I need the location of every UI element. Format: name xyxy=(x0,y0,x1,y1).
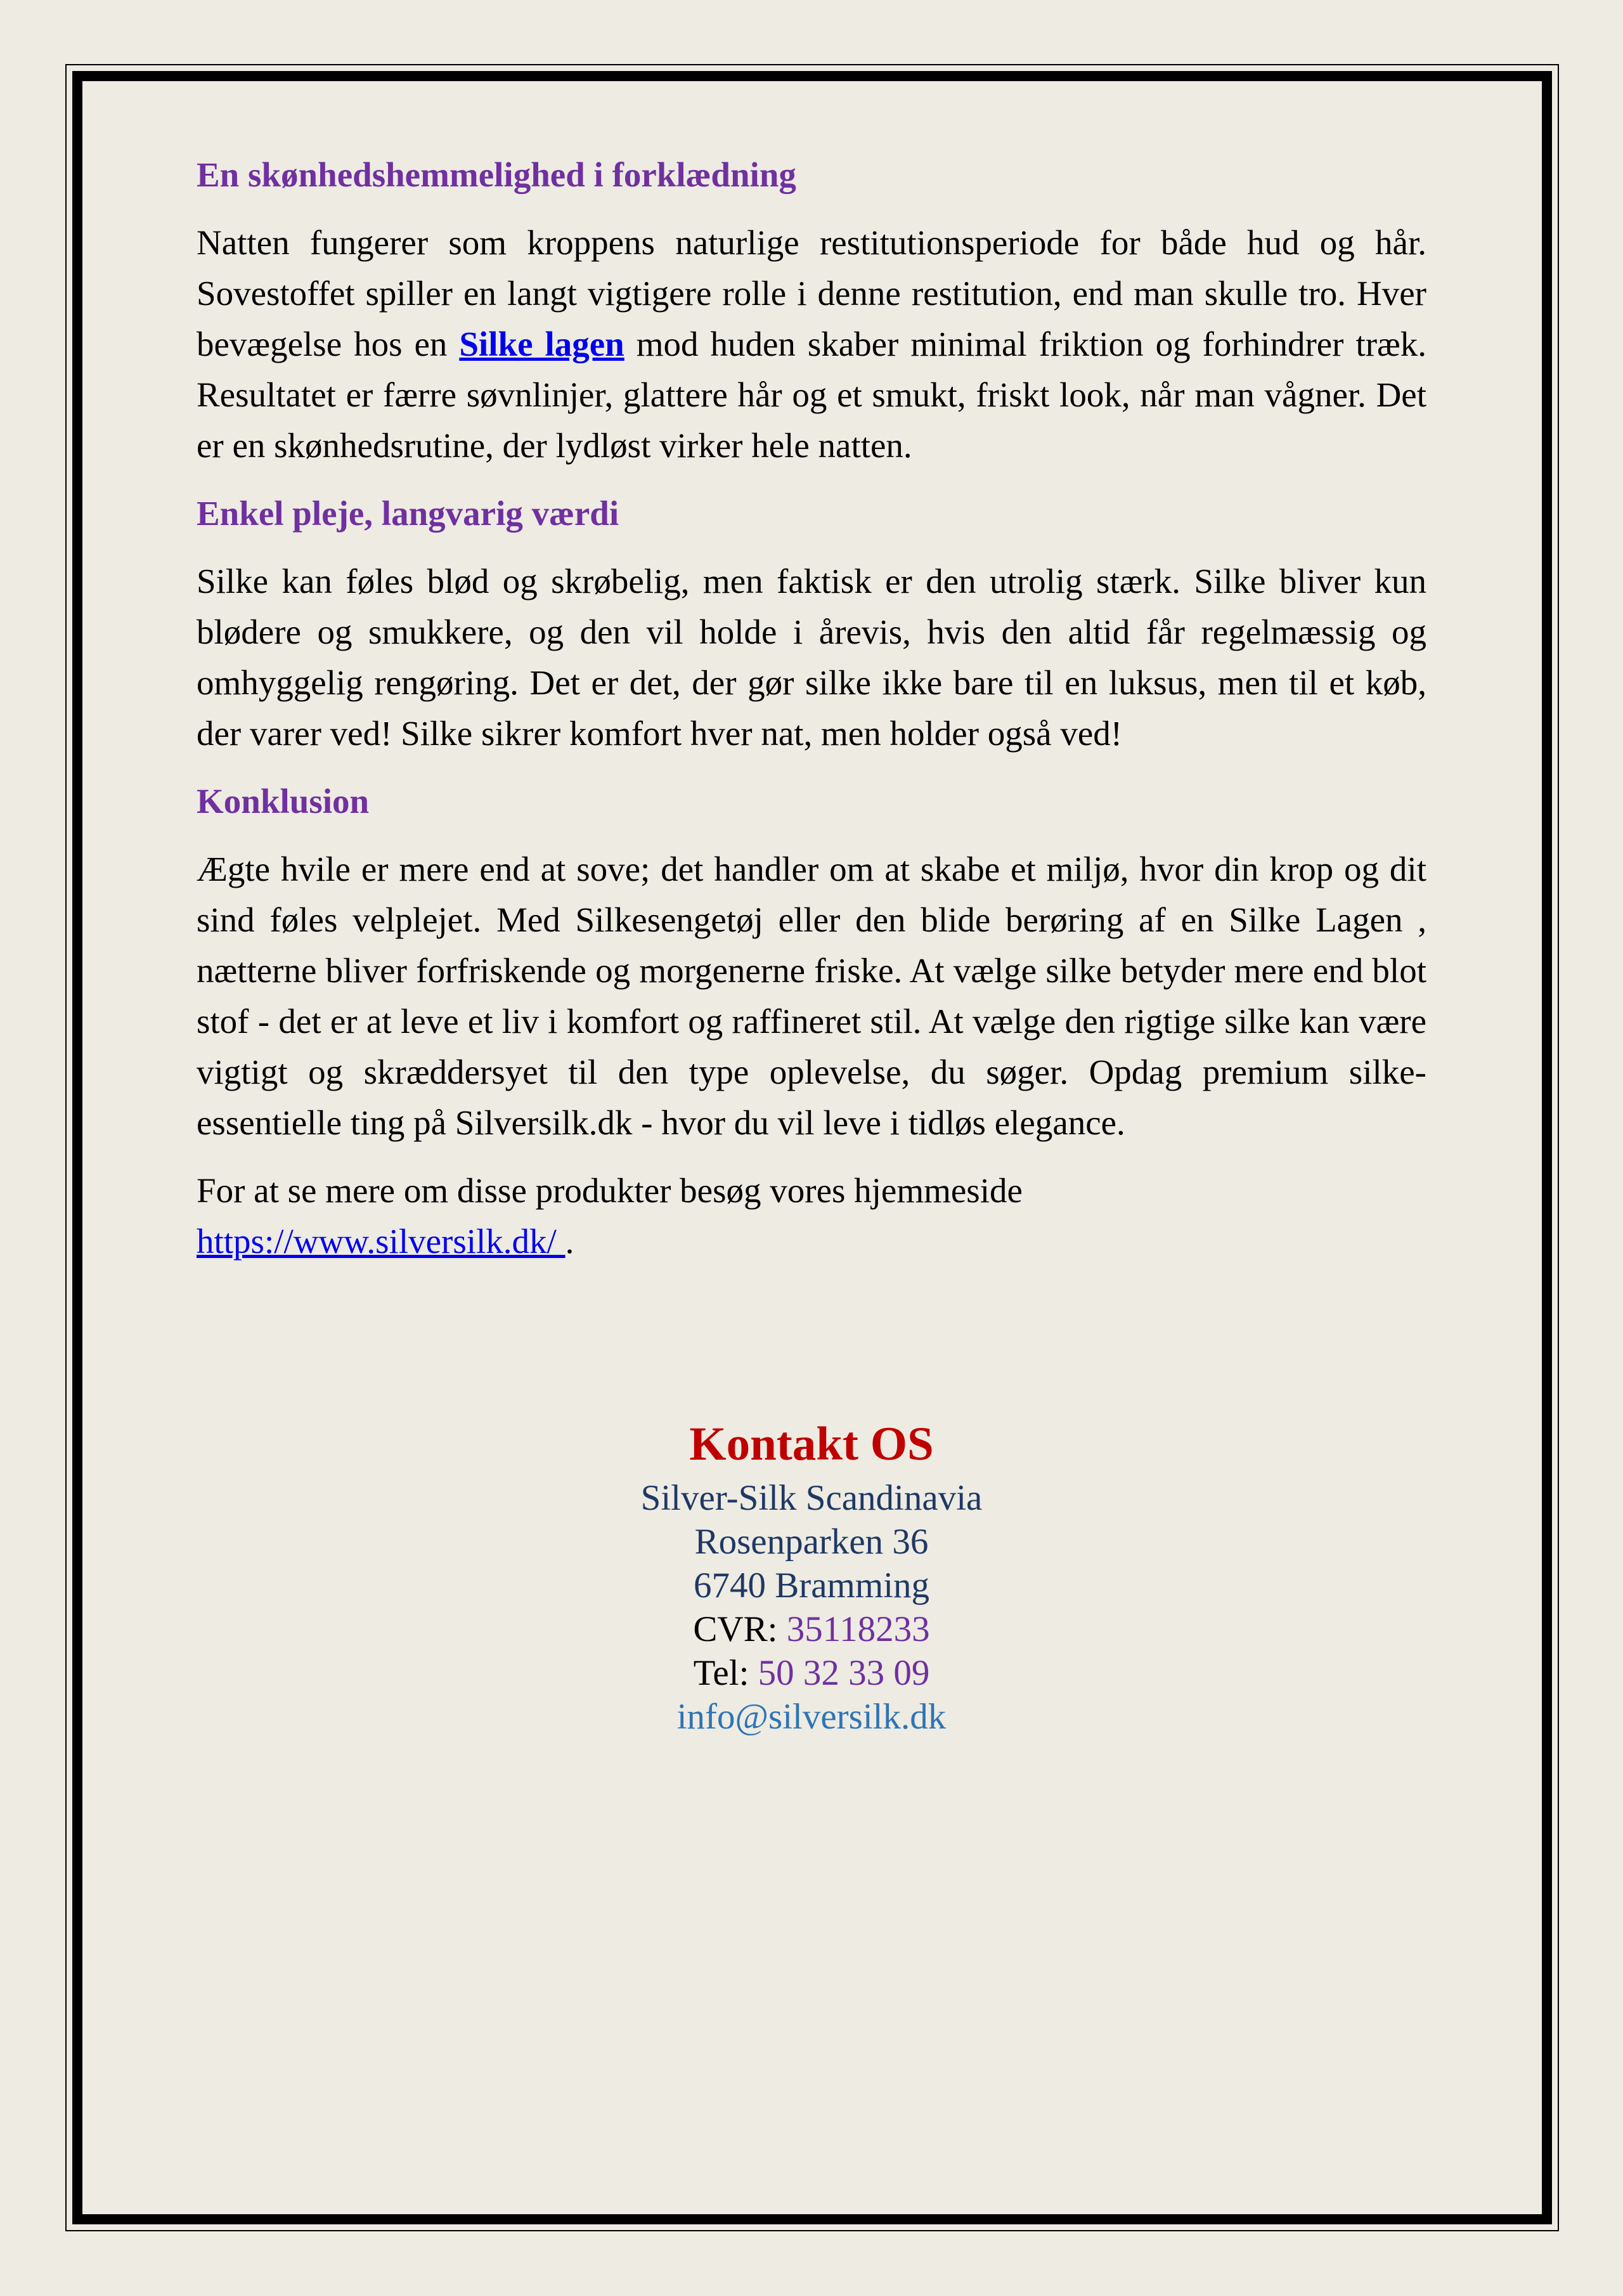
section-heading-conclusion: Konklusion xyxy=(197,782,370,820)
paragraph-text-after-link: mod huden skaber minimal friktion og forhindrer træk. Resultatet er færre søvnlinjer, glattere hår og et smukt, friskt look, når man vågner. Det er en skønhedsrutine, der lydløst virker hele natten. xyxy=(197,325,1426,465)
contact-street: Rosenparken 36 xyxy=(694,1522,929,1562)
cvr-value: 35118233 xyxy=(786,1609,930,1649)
document-body xyxy=(197,150,1426,1267)
contact-block xyxy=(197,1413,1426,1739)
website-paragraph xyxy=(197,1165,1426,1267)
contact-email xyxy=(197,1695,1426,1739)
contact-cvr xyxy=(197,1607,1426,1651)
tel-label: Tel: xyxy=(693,1653,758,1693)
paragraph-text-before-link: Natten fungerer som kroppens naturlige restitutionsperiode for både hud og hår. Sovestoffet spiller en langt vigtigere rolle i denne restitution, end man skulle tro. Hver bevægelse hos en xyxy=(197,223,1426,363)
section-heading-beauty-secret: En skønhedshemmelighed i forklædning xyxy=(197,155,796,194)
website-intro-text: For at se mere om disse produkter besøg vores hjemmeside xyxy=(197,1171,1023,1210)
website-url-link[interactable]: https://www.silversilk.dk/ xyxy=(197,1222,566,1261)
contact-company: Silver-Silk Scandinavia xyxy=(640,1478,983,1518)
website-trailing-period: . xyxy=(565,1222,574,1261)
contact-city: 6740 Bramming xyxy=(693,1566,930,1605)
contact-title: Kontakt OS xyxy=(689,1418,934,1470)
section-paragraph-beauty-secret xyxy=(197,217,1426,471)
cvr-label: CVR: xyxy=(693,1609,787,1649)
section-paragraph-conclusion: Ægte hvile er mere end at sove; det handler om at skabe et miljø, hvor din krop og dit sind føles velplejet. Med Silkesengetøj eller den blide berøring af en Silke Lagen , nætterne bliver forfriskende og morgenerne friske. At vælge silke betyder mere end blot stof - det er at leve et liv i komfort og raffineret stil. At vælge den rigtige silke kan være vigtigt og skræddersyet til den type oplevelse, du søger. Opdag premium silke-essentielle ting på Silversilk.dk - hvor du vil leve i tidløs elegance. xyxy=(197,850,1426,1142)
section-heading-easy-care: Enkel pleje, langvarig værdi xyxy=(197,494,619,533)
silke-lagen-link[interactable]: Silke lagen xyxy=(459,325,624,363)
section-paragraph-easy-care: Silke kan føles blød og skrøbelig, men faktisk er den utrolig stærk. Silke bliver kun blødere og smukkere, og den vil holde i årevis, hvis den altid får regelmæssig og omhyggelig rengøring. Det er det, der gør silke ikke bare til en luksus, men til et køb, der varer ved! Silke sikrer komfort hver nat, men holder også ved! xyxy=(197,562,1426,753)
tel-value[interactable]: 50 32 33 09 xyxy=(758,1653,930,1693)
contact-tel xyxy=(197,1651,1426,1695)
email-link[interactable]: info@silversilk.dk xyxy=(676,1697,947,1737)
